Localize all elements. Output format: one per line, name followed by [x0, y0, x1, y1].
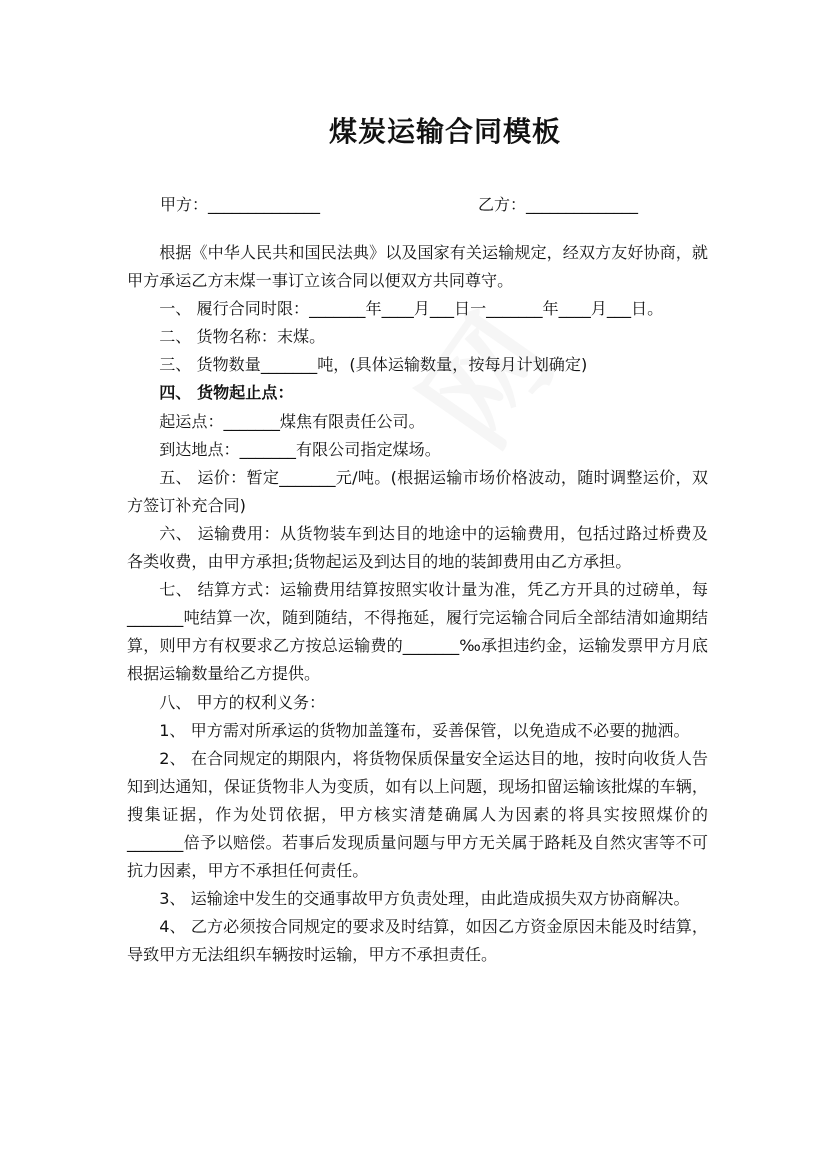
paragraph-origin: 起运点：_______煤焦有限责任公司。 [159, 411, 425, 431]
paragraph-goods-quantity: 三、 货物数量_______吨，(具体运输数量，按每月计划确定) [159, 355, 588, 375]
paragraph-route: 四、 货物起止点： [159, 383, 294, 403]
paragraph-fees: 六、 运输费用：从货物装车到达目的地途中的运输费用，包括过路过桥费及各类收费，由甲方承担;货物起运及到达目的地的装卸费用由乙方承担。 [127, 523, 708, 572]
paragraph-destination: 到达地点：_______有限公司指定煤场。 [159, 439, 441, 459]
paragraph-preamble: 根据《中华人民共和国民法典》以及国家有关运输规定，经双方友好协商，就甲方承运乙方末煤一事订立该合同以便双方共同尊守。 [127, 243, 708, 291]
paragraph-price: 五、 运价：暂定_______元/吨。(根据运输市场价格波动，随时调整运价，双方签订补充合同) [127, 467, 708, 515]
paragraph-item-2: 2、 在合同规定的期限内，将货物保质保量安全运达目的地，按时向收货人告知到达通知，保证货物非人为变质，如有以上问题，现场扣留运输该批煤的车辆，搜集证据，作为处罚依据，甲方核实清楚确属人为因素的将具实按照煤价的_______倍予以赔偿。若事后发现质量问题与甲方无关属于路耗及自然灾害等不可抗力因素，甲方不承担任何责任。 [127, 748, 708, 881]
contract-body [127, 239, 708, 969]
paragraph-item-1: 1、 甲方需对所承运的货物加盖篷布，妥善保管，以免造成不必要的抛洒。 [159, 720, 690, 740]
paragraph-item-3: 3、 运输途中发生的交通事故甲方负责处理，由此造成损失双方协商解决。 [159, 889, 690, 909]
document-title: 煤炭运输合同模板 [328, 115, 561, 148]
party-b: 乙方：______________ [478, 195, 639, 214]
paragraph-goods-name: 二、 货物名称：末煤。 [159, 327, 326, 347]
paragraph-party-a-rights: 八、 甲方的权利义务： [159, 692, 326, 712]
paragraph-term: 一、 履行合同时限：_______年____月___日一_______年____月___日。 [159, 299, 664, 319]
party-a: 甲方：______________ [160, 195, 321, 214]
parties [160, 192, 720, 215]
paragraph-settlement: 七、 结算方式：运输费用结算按照实收计量为准，凭乙方开具的过磅单，每_______吨结算一次，随到随结，不得拖延，履行完运输合同后全部结清如逾期结算，则甲方有权要求乙方按总运输费的_______‰承担违约金，运输发票甲方月底根据运输数量给乙方提供。 [127, 580, 708, 684]
paragraph-item-4: 4、 乙方必须按合同规定的要求及时结算，如因乙方资金原因未能及时结算，导致甲方无法组织车辆按时运输，甲方不承担责任。 [127, 917, 708, 965]
